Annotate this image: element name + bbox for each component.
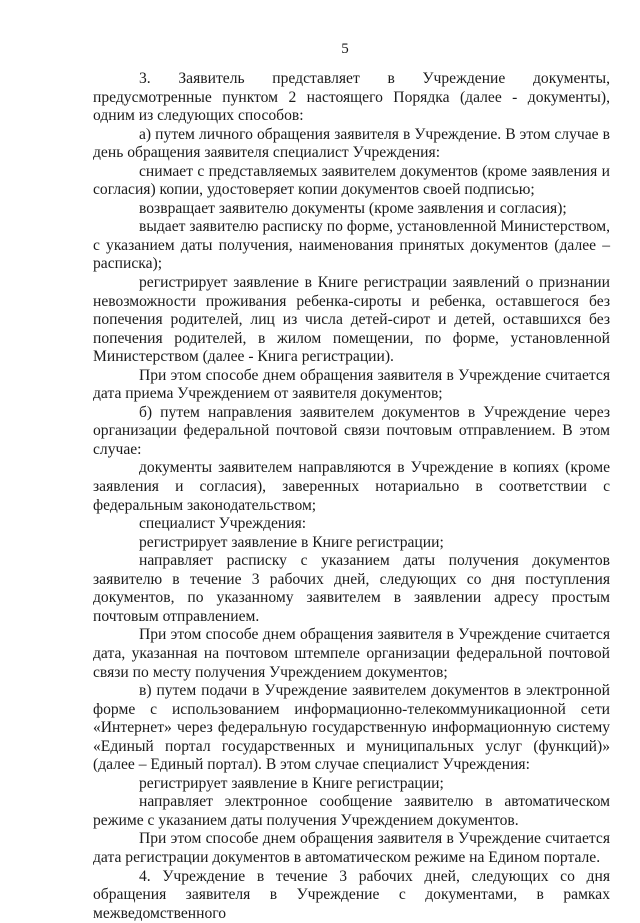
paragraph-postal-date: При этом способе днем обращения заявителя в Учреждение считается дата, указанная на почтовом штемпеле организации федеральной почтовой связи по месту получения Учреждением документов; bbox=[93, 626, 610, 681]
paragraph-item-4: 4. Учреждение в течение 3 рабочих дней, следующих со дня обращения заявителя в Учреждение с документами, в рамках межведомственного bbox=[93, 867, 610, 922]
document-body bbox=[93, 70, 610, 923]
paragraph-electronic-message: направляет электронное сообщение заявителю в автоматическом режиме с указанием даты получения Учреждением документов. bbox=[93, 793, 610, 829]
paragraph-send-receipt: направляет расписку с указанием даты получения документов заявителю в течение 3 рабочих дней, следующих со дня поступления документов, по указанному заявителем в заявлении адресу простым почтовым отправлением. bbox=[93, 552, 610, 625]
paragraph-return-documents: возвращает заявителю документы (кроме заявления и согласия); bbox=[139, 199, 567, 217]
paragraph-register-postal: регистрирует заявление в Книге регистрации; bbox=[139, 533, 444, 551]
paragraph-personal-date: При этом способе днем обращения заявителя в Учреждение считается дата приема Учреждением от заявителя документов; bbox=[93, 366, 610, 403]
paragraph-specialist: специалист Учреждения: bbox=[139, 515, 307, 533]
paragraph-copies: снимает с представляемых заявителем документов (кроме заявления и согласия) копии, удостоверяет копии документов своей подписью; bbox=[93, 162, 610, 199]
paragraph-notarized-copies: документы заявителем направляются в Учреждение в копиях (кроме заявления и согласия), заверенных нотариально в соответствии с федеральным законодательством; bbox=[93, 459, 610, 514]
paragraph-register-electronic: регистрирует заявление в Книге регистрации; bbox=[139, 774, 444, 792]
paragraph-subitem-v: в) путем подачи в Учреждение заявителем документов в электронной форме с использованием информационно-телекоммуникационной сети «Интернет» через федеральную государственную информационную систему «Единый портал государственных и муниципальных услуг (функций)» (далее – Единый портал). В этом случае специалист Учреждения: bbox=[93, 682, 610, 774]
paragraph-subitem-b: б) путем направления заявителем документов в Учреждение через организации федеральной почтовой связи почтовым отправлением. В этом случае: bbox=[93, 403, 610, 458]
paragraph-portal-date: При этом способе днем обращения заявителя в Учреждение считается дата регистрации документов в автоматическом режиме на Едином портале. bbox=[93, 830, 610, 866]
paragraph-item-3: 3. Заявитель представляет в Учреждение документы, предусмотренные пунктом 2 настоящего Порядка (далее - документы), одним из следующих способов: bbox=[93, 70, 610, 125]
paragraph-receipt: выдает заявителю расписку по форме, установленной Министерством, с указанием даты получения, наименования принятых документов (далее – расписка); bbox=[93, 218, 610, 273]
paragraph-subitem-a: а) путем личного обращения заявителя в Учреждение. В этом случае в день обращения заявителя специалист Учреждения: bbox=[93, 125, 610, 162]
page-number: 5 bbox=[341, 41, 349, 57]
paragraph-register-book: регистрирует заявление в Книге регистрации заявлений о признании невозможности проживания ребенка-сироты и ребенка, оставшегося без попечения родителей, лиц из числа детей-сирот и детей, оставшихся без попечения родителей, в жилом помещении, по форме, установленной Министерством (далее - Книга регистрации). bbox=[93, 274, 610, 366]
